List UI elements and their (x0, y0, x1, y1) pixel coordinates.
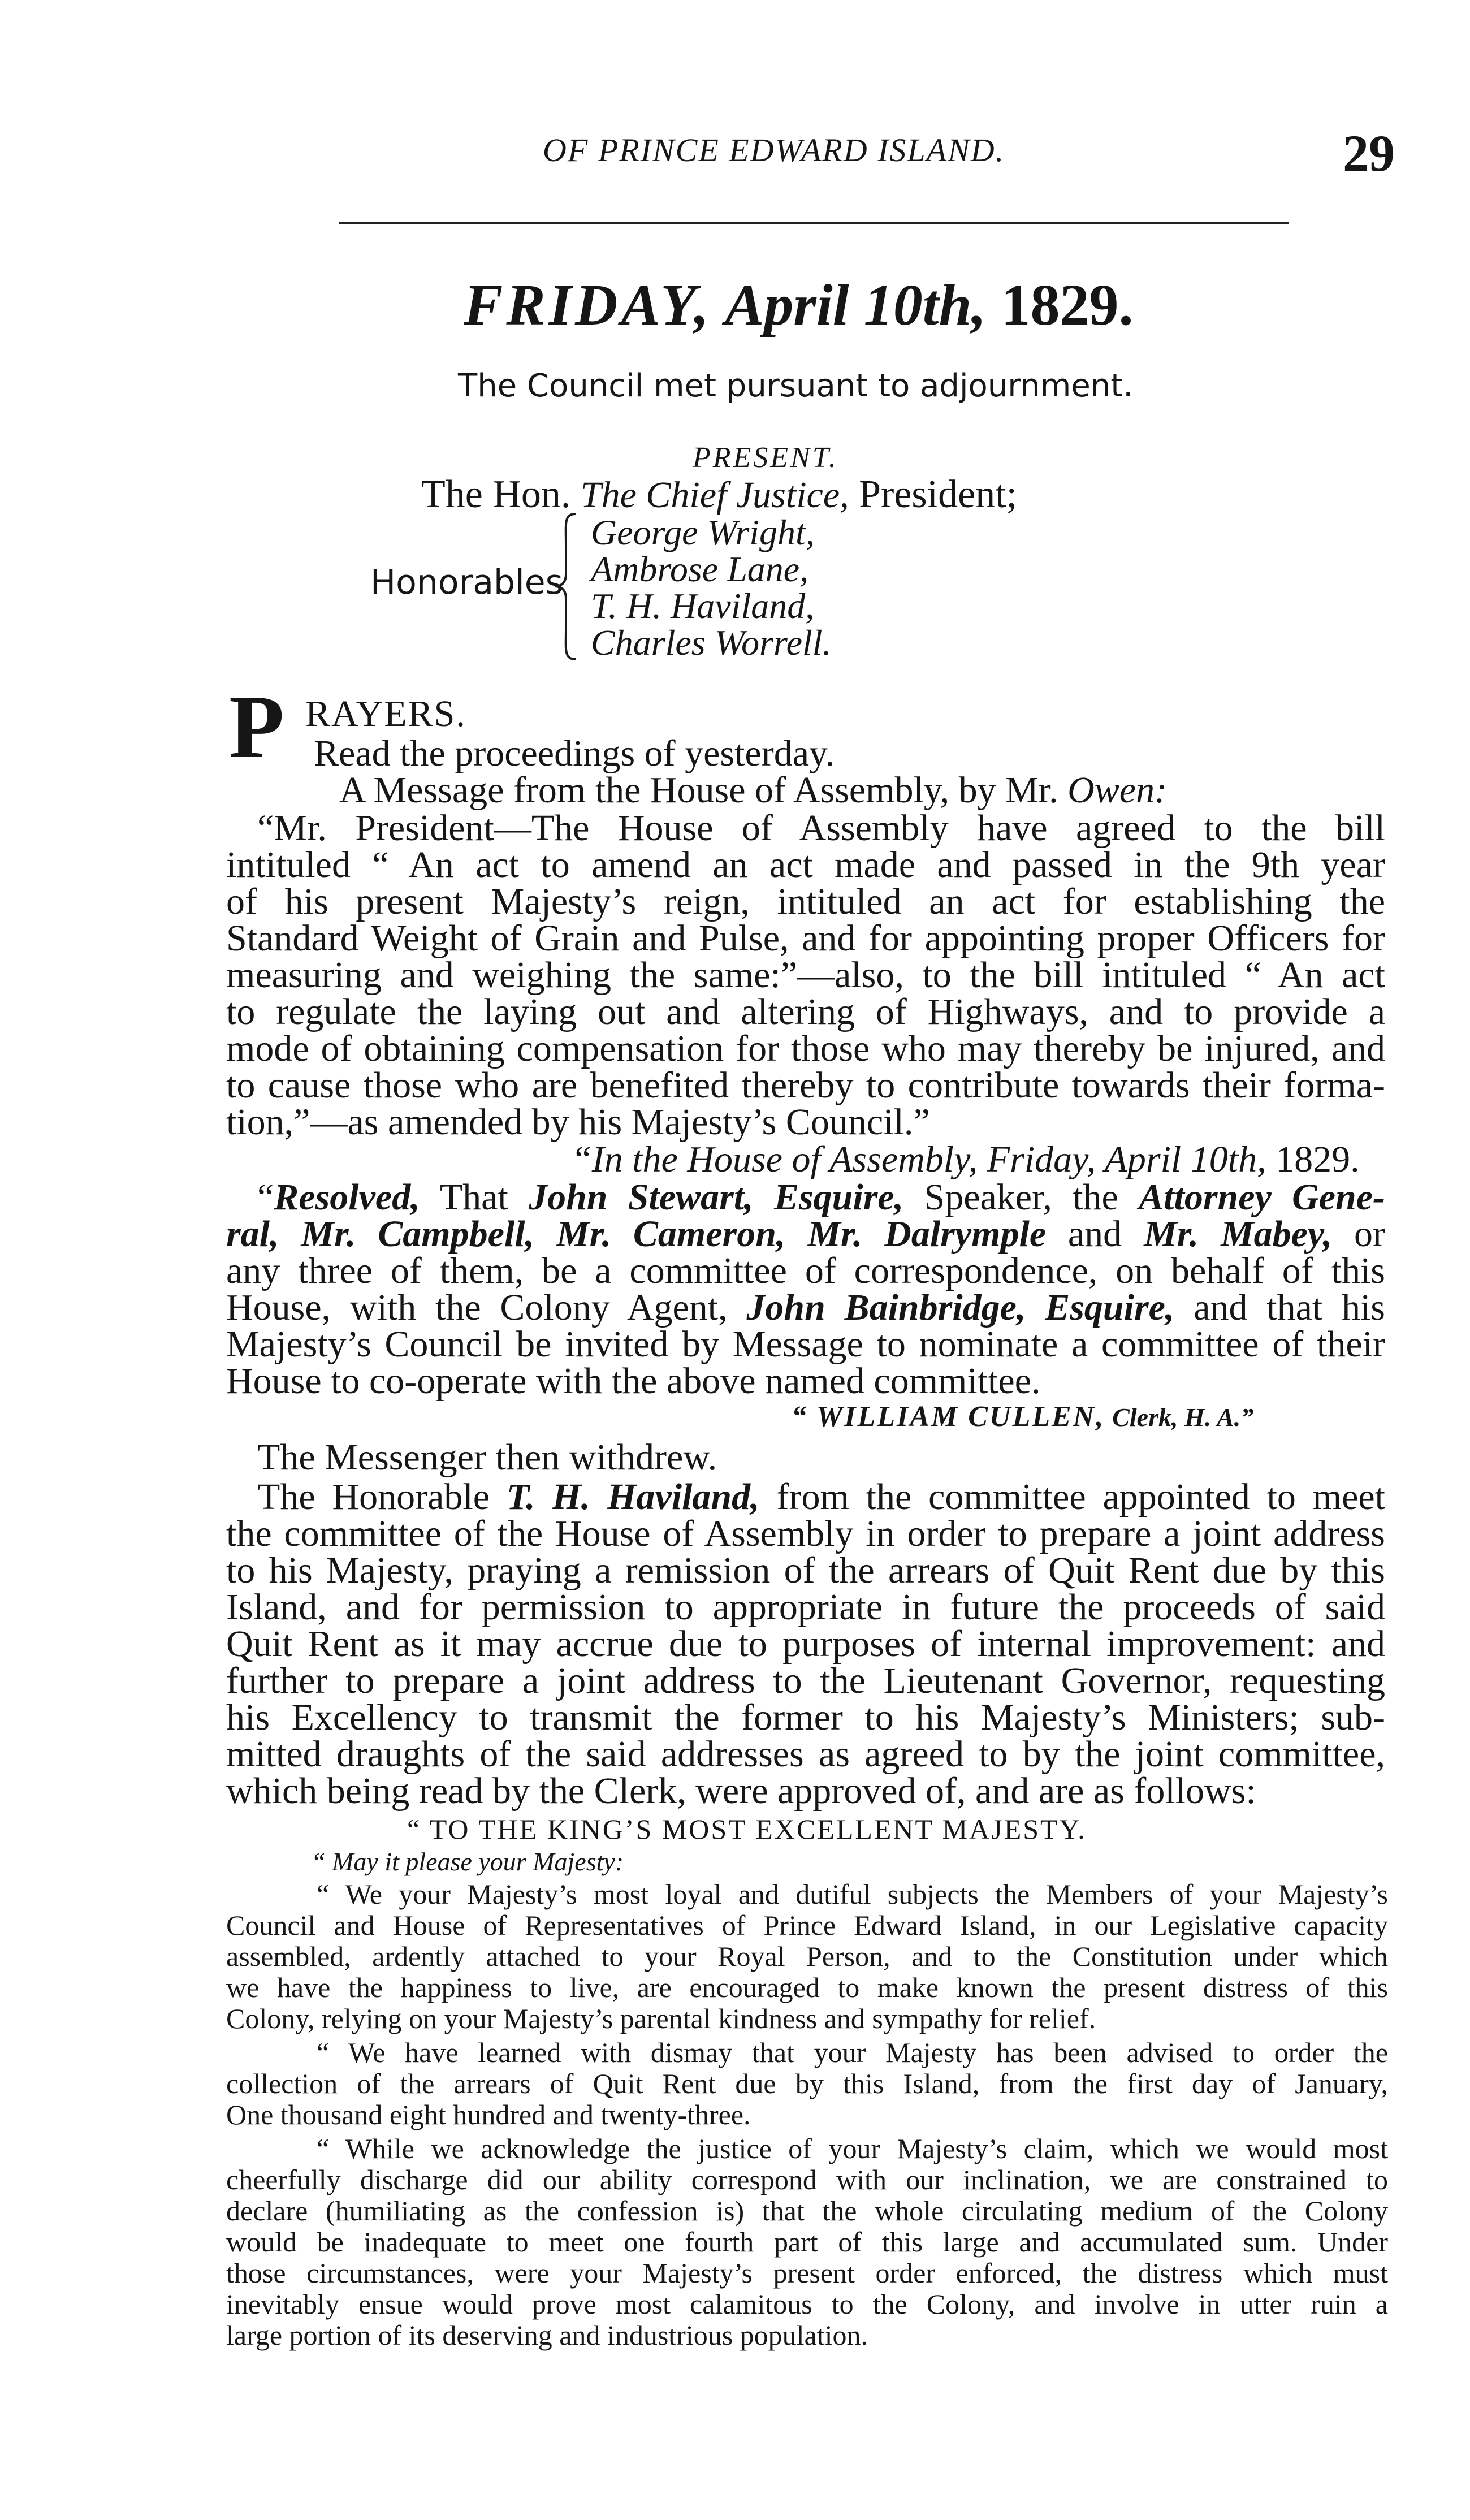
address-salutation: “ May it please your Majesty: (311, 1847, 624, 1876)
report-line: further to prepare a joint address to the Lieutenant Governor, requesting (226, 1662, 1385, 1701)
address-line: cheerfully discharge did our ability correspond with our inclination, we are constrained to (226, 2165, 1388, 2195)
report-line: which being read by the Clerk, were approved of, and are as follows: (226, 1770, 1256, 1812)
chief-justice: The Chief Justice, (580, 474, 849, 516)
running-header: OF PRINCE EDWARD ISLAND. (543, 132, 1005, 168)
message-line: to regulate the laying out and altering of Highways, and to provide a (226, 993, 1385, 1032)
date-weekday: FRIDAY, (464, 273, 712, 338)
member-name: Charles Worrell. (591, 623, 832, 663)
council-met-line: The Council met pursuant to adjournment. (458, 368, 1134, 404)
page-number: 29 (1343, 124, 1395, 182)
address-line: “ We have learned with dismay that your Majesty has been advised to order the (317, 2038, 1388, 2068)
hon-prefix: The Hon. (421, 473, 571, 516)
message-line: tion,”—as amended by his Majesty’s Council.” (226, 1101, 930, 1143)
resolution-line: “Resolved, That John Stewart, Esquire, Speaker, the Attorney Gene- (257, 1179, 1385, 1218)
header-rule (339, 222, 1289, 224)
address-line: we have the happiness to live, are encouraged to make known the present distress of this (226, 1973, 1388, 2003)
message-line: mode of obtaining compensation for those who may thereby be injured, and (226, 1030, 1385, 1069)
address-line: large portion of its deserving and industrious population. (226, 2319, 868, 2351)
resolution-line: House to co-operate with the above named committee. (226, 1360, 1041, 1402)
address-line: “ We your Majesty’s most loyal and dutiful subjects the Members of your Majesty’s (317, 1880, 1388, 1910)
message-intro: A Message from the House of Assembly, by Mr. Owen: (339, 770, 1168, 811)
report-line: The Honorable T. H. Haviland, from the committee appointed to meet (257, 1479, 1385, 1518)
address-line: declare (humiliating as the confession is) that the whole circulating medium of the Colony (226, 2197, 1388, 2227)
honorables-label: Honorables (370, 563, 563, 602)
address-line: Council and House of Representatives of Prince Edward Island, in our Legislative capacity (226, 1911, 1388, 1941)
president-title: President; (859, 473, 1018, 516)
resolution-line: Majesty’s Council be invited by Message to nominate a committee of their (226, 1326, 1385, 1365)
address-line: inevitably ensue would prove most calamitous to the Colony, and involve in utter ruin a (226, 2290, 1388, 2320)
prayers-heading: RAYERS. (305, 693, 466, 734)
address-heading: “ TO THE KING’S MOST EXCELLENT MAJESTY. (407, 1813, 1087, 1845)
address-line: those circumstances, were your Majesty’s present order enforced, the distress which must (226, 2259, 1388, 2289)
date-month-day: April 10th, (725, 273, 987, 338)
clerk-signature: “ WILLIAM CULLEN, Clerk, H. A.” (792, 1401, 1254, 1433)
message-line: of his present Majesty’s reign, intituled an act for establishing the (226, 883, 1385, 922)
message-line: Standard Weight of Grain and Pulse, and for appointing proper Officers for (226, 920, 1385, 959)
member-name: T. H. Haviland, (591, 586, 815, 626)
messenger-withdrew: The Messenger then withdrew. (257, 1437, 717, 1478)
address-line: Colony, relying on your Majesty’s parental kindness and sympathy for relief. (226, 2003, 1096, 2034)
message-line: intituled “ An act to amend an act made and passed in the 9th year (226, 846, 1385, 885)
present-label: PRESENT. (693, 442, 838, 474)
report-line: his Excellency to transmit the former to his Majesty’s Ministers; sub- (226, 1699, 1385, 1738)
report-line: Quit Rent as it may accrue due to purposes of internal improvement: and (226, 1626, 1385, 1665)
read-proceedings-line: Read the proceedings of yesterday. (314, 733, 835, 774)
drop-cap: P (229, 676, 284, 777)
member-name: George Wright, (591, 512, 815, 552)
member-name: Ambrose Lane, (591, 549, 809, 589)
address-line: “ While we acknowledge the justice of your Majesty’s claim, which we would most (317, 2134, 1388, 2164)
date-year: 1829. (1001, 273, 1134, 338)
session-date (464, 271, 1133, 339)
address-line: assembled, ardently attached to your Royal Person, and to the Constitution under which (226, 1942, 1388, 1972)
message-line: “Mr. President—The House of Assembly have agreed to the bill (257, 810, 1385, 849)
messenger-name: Owen: (1067, 770, 1168, 811)
president-line (421, 472, 1017, 517)
address-line: One thousand eight hundred and twenty-three. (226, 2099, 751, 2130)
report-line: Island, and for permission to appropriate in future the proceeds of said (226, 1589, 1385, 1628)
report-line: the committee of the House of Assembly in order to prepare a joint address (226, 1515, 1385, 1554)
curly-brace-icon (551, 512, 581, 662)
report-line: to his Majesty, praying a remission of the arrears of Quit Rent due by this (226, 1552, 1385, 1591)
address-line: collection of the arrears of Quit Rent due by this Island, from the first day of January, (226, 2069, 1388, 2099)
assembly-dateline: “In the House of Assembly, Friday, April 10th, 1829. (571, 1139, 1360, 1180)
message-line: to cause those who are benefited thereby to contribute towards their forma- (226, 1067, 1385, 1106)
message-line: measuring and weighing the same:”—also, to the bill intituled “ An act (226, 957, 1385, 996)
resolution-line: any three of them, be a committee of correspondence, on behalf of this (226, 1252, 1385, 1291)
address-line: would be inadequate to meet one fourth part of this large and accumulated sum. Under (226, 2228, 1388, 2258)
resolution-line: House, with the Colony Agent, John Bainbridge, Esquire, and that his (226, 1289, 1385, 1328)
report-line: mitted draughts of the said addresses as agreed to by the joint committee, (226, 1736, 1385, 1775)
resolution-line: ral, Mr. Campbell, Mr. Cameron, Mr. Dalrymple and Mr. Mabey, or (226, 1216, 1385, 1255)
